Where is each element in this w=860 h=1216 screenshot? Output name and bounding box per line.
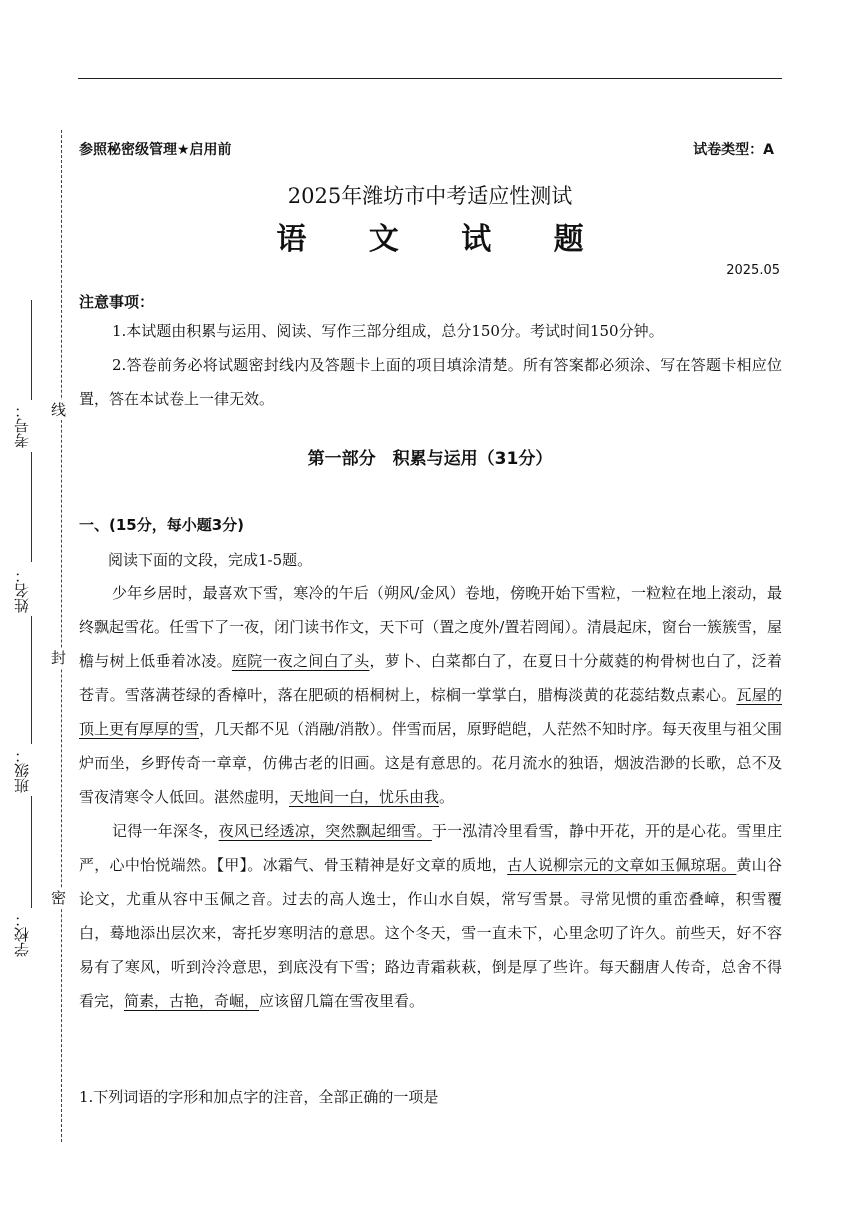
- school-label: 学校：: [13, 912, 31, 957]
- part-title: 第一部分 积累与运用（31分）: [307, 449, 553, 469]
- exam-number-label: 考号：: [13, 403, 31, 448]
- top-rule: [78, 78, 782, 79]
- section-instruction: 阅读下面的文段，完成1-5题。: [108, 551, 313, 569]
- exam-date: 2025.05: [726, 263, 780, 278]
- seal-line: [61, 130, 62, 1142]
- exam-title: 2025年潍坊市中考适应性测试: [287, 184, 573, 208]
- seal-char-xian: 线: [51, 401, 67, 419]
- subject-title: 语 文 试 题: [276, 222, 610, 257]
- p2-underlined-1: 夜风已经透凉，突然飘起细雪。: [218, 822, 432, 840]
- school-blank[interactable]: [31, 796, 32, 908]
- name-label: 姓名：: [13, 568, 31, 613]
- p1-underlined-1: 庭院一夜之间白了头: [231, 652, 370, 670]
- blank-jia: 【甲】: [216, 856, 248, 874]
- p2-text-1: 记得一年深冬，: [112, 822, 219, 840]
- passage-paragraph-2: [79, 814, 782, 1018]
- class-label: 班级：: [13, 748, 31, 793]
- seal-char-feng: 封: [51, 649, 67, 667]
- notice-item-2: 2.答卷前务必将试题密封线内及答题卡上面的项目填涂清楚。所有答案都必须涂、写在答题卡相应位置，答在本试卷上一律无效。: [79, 356, 782, 408]
- p2-text-4: 黄山谷论文，尤重从容中玉佩之音。过去的高人逸士，作山水自娱，常写雪景。寻常见惯的重峦叠嶂，积雪覆白，蓦地添出层次来，寄托岁寒明洁的意思。这个冬天，雪一直未下，心里念叨了许久。前些天，好不容易有了寒风，听到泠泠意思，到底没有下雪；路边青霜萩萩，倒是厚了些许。每天翻唐人传奇，总舍不得看完，: [79, 856, 782, 1010]
- p2-underlined-3: 简素，古艳，奇崛，: [124, 992, 260, 1010]
- paper-type: 试卷类型：A: [693, 142, 774, 158]
- exam-number-blank[interactable]: [31, 300, 32, 400]
- seal-char-mi: 密: [51, 889, 67, 907]
- p1-underlined-3: 天地间一白，忧乐由我: [289, 788, 440, 806]
- p2-text-2: 于一泓清冷里看雪，静中开花，开的是心花。雪里庄严，心中怡悦端然。: [79, 822, 782, 874]
- notice-heading: 注意事项：: [79, 293, 155, 311]
- passage-paragraph-1: [79, 576, 782, 814]
- p1-text-3: ，几天都不见（消融/消散）。伴雪而居，原野皑皑，人茫然不知时序。每天夜里与祖父围炉而坐，乡野传奇一章章，仿佛古老的旧画。这是有意思的。花月流水的独语，烟波浩渺的长歌，总不及雪夜清寒令人低回。湛然虚明，: [79, 720, 782, 806]
- p2-text-3: 。冰霜气、骨玉精神是好文章的质地，: [247, 856, 508, 874]
- p2-text-5: 应该留几篇在雪夜里看。: [259, 992, 425, 1010]
- question-1: 1.下列词语的字形和加点字的注音，全部正确的一项是: [79, 1088, 439, 1106]
- p1-text-4: 。: [439, 788, 455, 806]
- p2-underlined-2: 古人说柳宗元的文章如玉佩琼琚。: [507, 856, 737, 874]
- confidentiality-mark: 参照秘密级管理★启用前: [79, 142, 232, 158]
- p1-text-2: ，萝卜、白菜都白了，在夏日十分葳蕤的枸骨树也白了，泛着苍青。雪落满苍绿的香樟叶，落在肥硕的梧桐树上，棕榈一掌掌白，腊梅淡黄的花蕊结数点素心。: [79, 652, 782, 704]
- p1-text-1: 少年乡居时，最喜欢下雪，寒冷的午后（朔风/金风）卷地，傍晚开始下雪粒，一粒粒在地上滚动，最终飘起雪花。任雪下了一夜，闭门读书作文，天下可（置之度外/置若罔闻）。清晨起床，窗台一簇簇雪，屋檐与树上低垂着冰凌。: [79, 584, 782, 670]
- notice-item-1: 1.本试题由积累与运用、阅读、写作三部分组成，总分150分。考试时间150分钟。: [112, 322, 664, 340]
- class-blank[interactable]: [31, 616, 32, 744]
- p1-underlined-2: 瓦屋的顶上更有厚厚的雪: [79, 686, 782, 738]
- section-heading: 一、(15分，每小题3分): [79, 516, 245, 534]
